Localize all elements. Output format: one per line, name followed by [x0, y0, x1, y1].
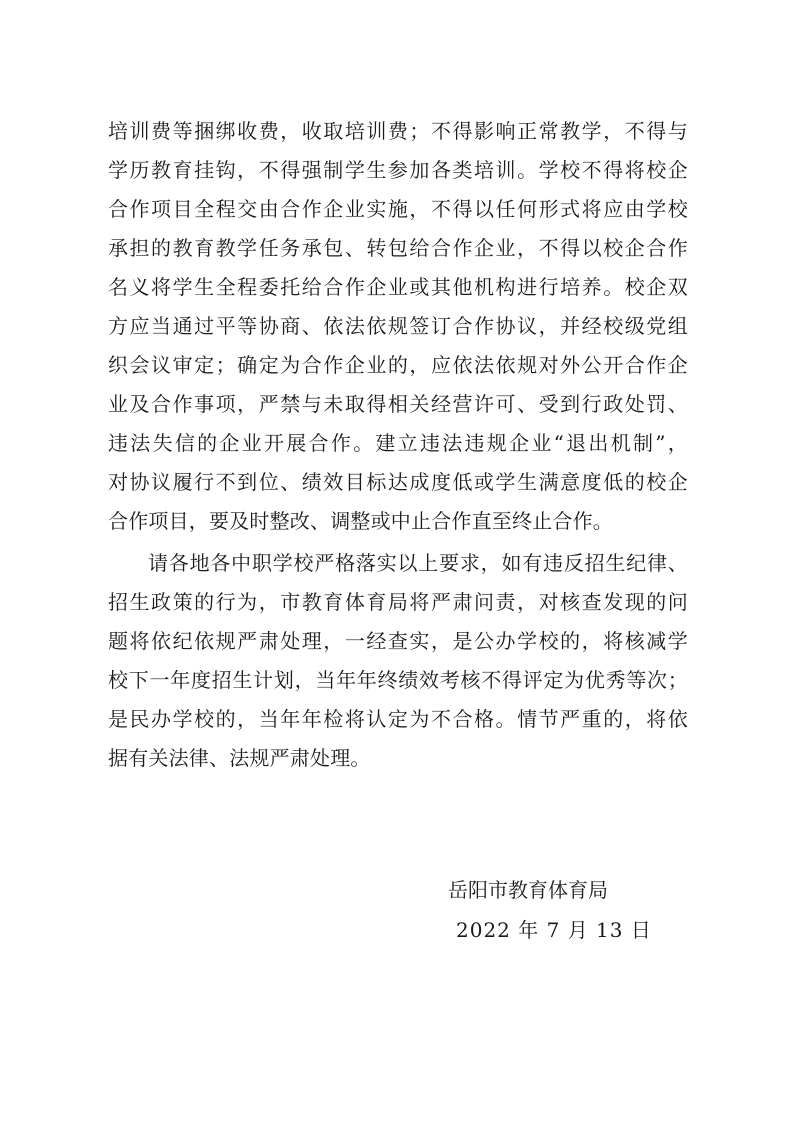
text-line: 据有关法律、法规严肃处理。: [108, 746, 371, 770]
text-line: 方应当通过平等协商、依法依规签订合作协议，并经校级党组: [108, 314, 688, 338]
text-line: 请各地各中职学校严格落实以上要求，如有违反招生纪律、: [148, 551, 688, 575]
issuer-name: 岳阳市教育体育局: [448, 878, 608, 902]
paragraph-2: [108, 544, 688, 778]
signature-block: [448, 870, 652, 950]
text-line: 对协议履行不到位、绩效目标达成度低或学生满意度低的校企: [108, 470, 688, 494]
text-line: 名义将学生全程委托给合作企业或其他机构进行培养。校企双: [108, 275, 688, 299]
text-line: 业及合作事项，严禁与未取得相关经营许可、受到行政处罚、: [108, 392, 688, 416]
text-line: 合作项目，要及时整改、调整或中止合作直至终止合作。: [108, 509, 613, 533]
text-line: 违法失信的企业开展合作。建立违法违规企业“退出机制”，: [108, 431, 688, 455]
text-line: 题将依纪依规严肃处理，一经查实，是公办学校的，将核减学: [108, 629, 688, 653]
issue-date: 2022 年 7 月 13 日: [456, 918, 652, 942]
text-line: 是民办学校的，当年年检将认定为不合格。情节严重的，将依: [108, 707, 688, 731]
text-line: 招生政策的行为，市教育体育局将严肃问责，对核查发现的问: [108, 590, 688, 614]
text-line: 校下一年度招生计划，当年年终绩效考核不得评定为优秀等次；: [108, 668, 688, 692]
text-line: 学历教育挂钩，不得强制学生参加各类培训。学校不得将校企: [108, 158, 688, 182]
paragraph-1: [108, 112, 688, 541]
text-line: 织会议审定；确定为合作企业的，应依法依规对外公开合作企: [108, 353, 688, 377]
text-line: 培训费等捆绑收费，收取培训费；不得影响正常教学，不得与: [108, 119, 688, 143]
text-line: 承担的教育教学任务承包、转包给合作企业，不得以校企合作: [108, 236, 688, 260]
text-line: 合作项目全程交由合作企业实施，不得以任何形式将应由学校: [108, 197, 688, 221]
document-body: [108, 112, 688, 778]
